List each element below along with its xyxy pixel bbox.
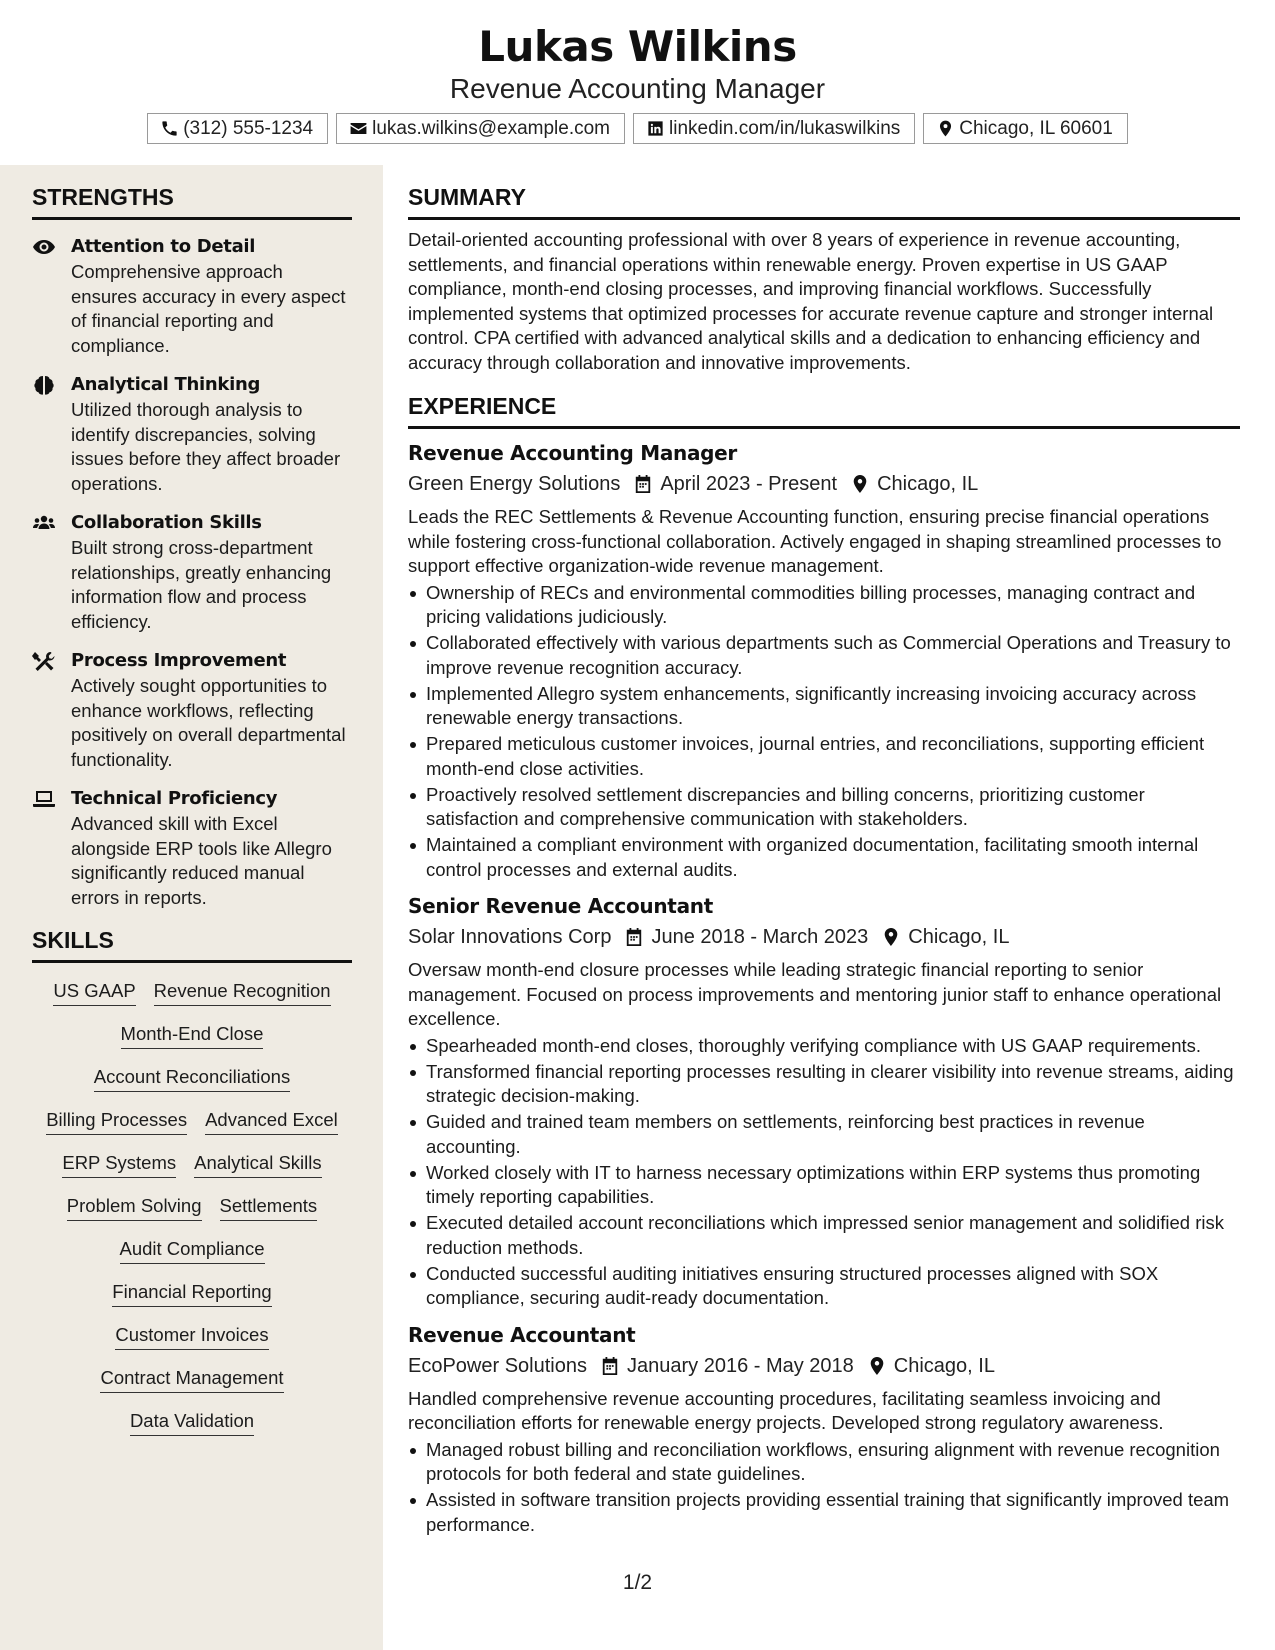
- strength-desc: Utilized thorough analysis to identify discrepancies, solving issues before they affect broader operations.: [71, 399, 341, 494]
- bullet-item: Conducted successful auditing initiatives ensuring structured processes aligned with SOX compliance, securing audit-ready documentation.: [408, 1262, 1240, 1311]
- eye-icon: [32, 236, 56, 258]
- bullet-item: Worked closely with IT to harness necessary optimizations within ERP systems thus promoting timely reporting capabilities.: [408, 1161, 1240, 1210]
- skill-tag: Billing Processes: [46, 1108, 187, 1135]
- job-company: Green Energy Solutions: [408, 473, 621, 495]
- contact-email[interactable]: [336, 113, 625, 144]
- skill-tag: Financial Reporting: [112, 1280, 271, 1307]
- page-number: [0, 1571, 1275, 1595]
- strength-title: Collaboration Skills: [71, 512, 262, 533]
- strength-title: Technical Proficiency: [71, 788, 278, 809]
- skill-tag: Revenue Recognition: [154, 979, 331, 1006]
- strength-item: [32, 234, 352, 358]
- job-dates: June 2018 - March 2023: [651, 926, 869, 948]
- skill-tag: Customer Invoices: [115, 1323, 268, 1350]
- strength-desc: Built strong cross-department relationships, greatly enhancing information flow and process efficiency.: [71, 537, 332, 632]
- skills-list: [32, 979, 352, 1436]
- strength-title: Analytical Thinking: [71, 374, 261, 395]
- calendar-icon: [625, 927, 643, 947]
- bullet-item: Guided and trained team members on settlements, reinforcing best practices in revenue accounting.: [408, 1110, 1240, 1159]
- calendar-icon: [601, 1356, 619, 1376]
- laptop-icon: [32, 788, 56, 810]
- job-dates: January 2016 - May 2018: [626, 1354, 854, 1377]
- job-meta: [408, 922, 1240, 952]
- calendar-icon: [634, 474, 652, 494]
- skills-section: [32, 927, 352, 1436]
- skill-tag: Data Validation: [130, 1409, 254, 1436]
- strength-desc: Comprehensive approach ensures accuracy in every aspect of financial reporting and compliance.: [71, 261, 346, 356]
- skill-tag: Analytical Skills: [194, 1151, 322, 1178]
- bullet-item: Executed detailed account reconciliations which impressed senior management and solidified risk reduction methods.: [408, 1211, 1240, 1260]
- contact-phone-text: (312) 555-1234: [183, 117, 314, 139]
- bullet-item: Maintained a compliant environment with organized documentation, facilitating smooth internal control processes and external audits.: [408, 833, 1240, 882]
- job-location: Chicago, IL: [877, 473, 979, 495]
- job-location: Chicago, IL: [893, 1354, 995, 1377]
- contact-phone[interactable]: [147, 113, 328, 144]
- skill-tag: Contract Management: [100, 1366, 283, 1393]
- skill-tag: US GAAP: [53, 979, 135, 1006]
- job-role: Senior Revenue Accountant: [408, 894, 713, 918]
- contact-email-text: lukas.wilkins@example.com: [372, 117, 610, 139]
- bullet-item: Implemented Allegro system enhancements, significantly increasing invoicing accuracy across renewable energy transactions.: [408, 682, 1240, 731]
- job-role: Revenue Accounting Manager: [408, 441, 737, 465]
- main-content: [408, 165, 1240, 1537]
- map-pin-icon: [868, 1356, 886, 1376]
- sidebar: [0, 165, 383, 1650]
- strengths-section: [32, 184, 352, 910]
- users-icon: [32, 512, 56, 534]
- envelope-icon: [349, 119, 368, 138]
- summary-section: [408, 184, 1240, 375]
- bullet-item: Transformed financial reporting processes resulting in clearer visibility into revenue streams, aiding strategic decision-making.: [408, 1060, 1240, 1109]
- job-entry: [408, 439, 1240, 882]
- bullet-item: Collaborated effectively with various departments such as Commercial Operations and Treasury to improve revenue recognition accuracy.: [408, 631, 1240, 680]
- map-pin-icon: [882, 927, 900, 947]
- job-entry: [408, 892, 1240, 1311]
- contact-location-text: Chicago, IL 60601: [959, 117, 1113, 139]
- skill-tag: ERP Systems: [62, 1151, 176, 1178]
- job-meta: [408, 469, 1240, 499]
- strength-item: [32, 648, 352, 772]
- candidate-name: Lukas Wilkins: [478, 22, 797, 71]
- map-pin-icon: [851, 474, 869, 494]
- job-meta: [408, 1351, 1240, 1381]
- skill-tag: Month-End Close: [121, 1022, 264, 1049]
- contact-linkedin-text: linkedin.com/in/lukaswilkins: [669, 117, 901, 139]
- job-bullets: [408, 581, 1240, 883]
- job-description: Handled comprehensive revenue accounting procedures, facilitating seamless invoicing and reconciliation efforts for renewable energy projects. Developed strong regulatory awareness.: [408, 1387, 1164, 1433]
- map-pin-icon: [936, 119, 955, 138]
- experience-heading: EXPERIENCE: [408, 393, 1240, 429]
- summary-heading: SUMMARY: [408, 184, 1240, 220]
- brain-icon: [32, 374, 56, 396]
- page-number-text: 1/2: [622, 1571, 653, 1594]
- strengths-heading: STRENGTHS: [32, 184, 352, 220]
- job-dates: April 2023 - Present: [660, 473, 838, 495]
- skill-tag: Settlements: [220, 1194, 318, 1221]
- bullet-item: Ownership of RECs and environmental commodities billing processes, managing contract and pricing validations judiciously.: [408, 581, 1240, 630]
- skill-tag: Audit Compliance: [120, 1237, 265, 1264]
- resume-header: [0, 0, 1275, 165]
- job-role: Revenue Accountant: [408, 1322, 636, 1347]
- job-description: Leads the REC Settlements & Revenue Accounting function, ensuring precise financial operations while fostering cross-functional collaboration. Actively engaged in shaping streamlined processes to support effective organization-wide revenue management.: [408, 506, 1222, 576]
- skill-tag: Advanced Excel: [205, 1108, 338, 1135]
- phone-icon: [160, 119, 179, 138]
- strength-desc: Advanced skill with Excel alongside ERP tools like Allegro significantly reduced manual errors in reports.: [71, 813, 332, 908]
- experience-section: [408, 393, 1240, 1537]
- bullet-item: Assisted in software transition projects providing essential training that significantly improved team performance.: [408, 1488, 1240, 1537]
- summary-text: Detail-oriented accounting professional with over 8 years of experience in revenue accounting, settlements, and financial operations within renewable energy. Proven expertise in US GAAP compliance, month-end closing processes, and improving financial workflows. Successfully implemented systems that optimized processes for accurate revenue capture and stronger internal control. CPA certified with advanced analytical skills and a dedication to enhancing efficiency and accuracy through collaboration and innovative improvements.: [408, 229, 1214, 373]
- job-company: EcoPower Solutions: [408, 1354, 587, 1377]
- linkedin-icon: [646, 119, 665, 138]
- job-company: Solar Innovations Corp: [408, 926, 612, 948]
- strength-item: [32, 372, 352, 496]
- contact-linkedin[interactable]: [633, 113, 915, 144]
- job-bullets: [408, 1034, 1240, 1311]
- job-description: Oversaw month-end closure processes while leading strategic financial reporting to senior management. Focused on process improvements and mentoring junior staff to enhance operational excellence.: [408, 959, 1222, 1029]
- job-location: Chicago, IL: [908, 926, 1010, 948]
- strength-item: [32, 510, 352, 634]
- bullet-item: Spearheaded month-end closes, thoroughly verifying compliance with US GAAP requirements.: [408, 1034, 1240, 1059]
- job-entry: [408, 1321, 1240, 1538]
- strength-desc: Actively sought opportunities to enhance workflows, reflecting positively on overall departmental functionality.: [71, 675, 346, 770]
- bullet-item: Managed robust billing and reconciliation workflows, ensuring alignment with revenue recognition protocols for both federal and state guidelines.: [408, 1438, 1240, 1487]
- candidate-title: Revenue Accounting Manager: [449, 73, 826, 104]
- strength-item: [32, 786, 352, 910]
- tools-icon: [32, 650, 56, 672]
- contact-bar: [0, 113, 1275, 144]
- bullet-item: Proactively resolved settlement discrepancies and billing concerns, prioritizing customer satisfaction and comprehensive communication with stakeholders.: [408, 783, 1240, 832]
- job-bullets: [408, 1438, 1240, 1538]
- contact-location[interactable]: [923, 113, 1128, 144]
- skill-tag: Problem Solving: [67, 1194, 202, 1221]
- strength-title: Process Improvement: [71, 650, 287, 671]
- bullet-item: Prepared meticulous customer invoices, journal entries, and reconciliations, supporting efficient month-end close activities.: [408, 732, 1240, 781]
- strength-title: Attention to Detail: [71, 236, 256, 257]
- skills-heading: SKILLS: [32, 927, 352, 963]
- skill-tag: Account Reconciliations: [94, 1065, 290, 1092]
